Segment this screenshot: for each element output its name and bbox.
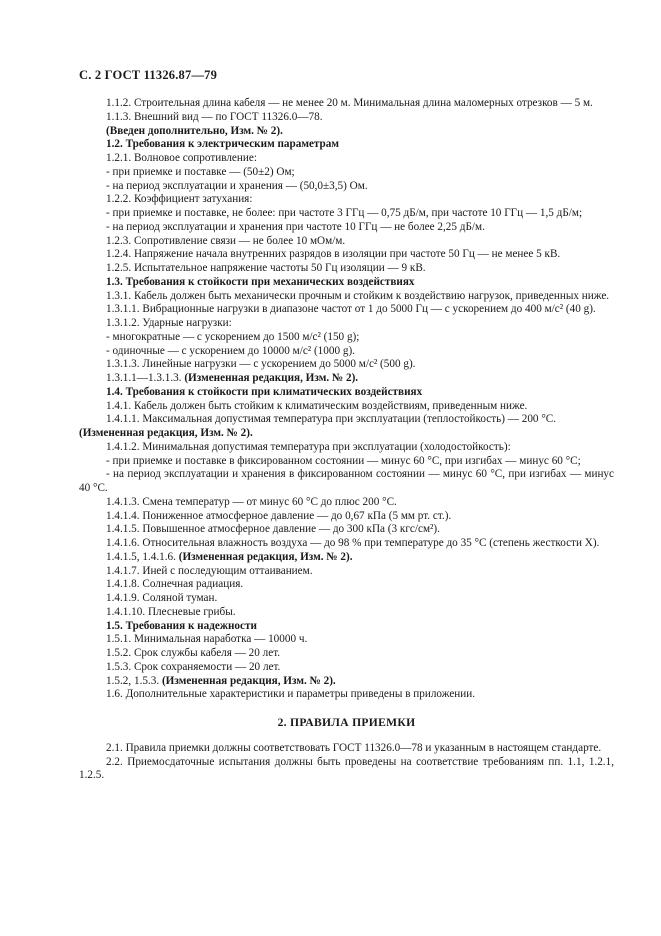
paragraph-1-5-2: 1.5.2. Срок службы кабеля — 20 лет. <box>106 647 281 659</box>
paragraph-1-4-1-10: 1.4.1.10. Плесневые грибы. <box>106 605 236 618</box>
list-item: - при приемке и поставке в фиксированном состоянии — минус 60 °С, при изгибах — минус 60 °С; <box>106 454 581 467</box>
paragraph-2-2: 2.2. Приемосдаточные испытания должны быть проведены на соответствие требованиям пп. 1.1, 1.2.1, 1.2.5. <box>79 755 614 782</box>
paragraph-1-4-1-6: 1.4.1.6. Относительная влажность воздуха — до 98 % при температуре до 35 °С (степень жесткости X). <box>106 537 600 549</box>
paragraph-1-4-1-5: 1.4.1.5. Повышенное атмосферное давление — до 300 кПа (3 кгс/см²). <box>106 523 440 536</box>
paragraph-1-4-1: 1.4.1. Кабель должен быть стойким к климатическим воздействиям, приведенным ниже. <box>106 399 528 412</box>
amendment-note: (Измененная редакция, Изм. № 2). <box>161 674 336 687</box>
paragraph-1-4-1-4: 1.4.1.4. Пониженное атмосферное давление — до 0,67 кПа (5 мм рт. ст.). <box>106 509 452 522</box>
document-body <box>79 97 614 783</box>
amendment-note: (Измененная редакция, Изм. № 2). <box>79 427 253 439</box>
paragraph-1-4-1-1: 1.4.1.1. Максимальная допустимая температура при эксплуатации (теплостойкость) — 200 °С. <box>106 413 557 426</box>
subsection-heading-1-4: 1.4. Требования к стойкости при климатических воздействиях <box>106 385 423 398</box>
list-item: - при приемке и поставке, не более: при частоте 3 ГГц — 0,75 дБ/м, при частоте 10 ГГц — 1,5 дБ/м; <box>106 207 583 219</box>
list-item: - при приемке и поставке — (50±2) Ом; <box>106 165 295 178</box>
list-item: - на период эксплуатации и хранения при частоте 10 ГГц — не более 2,25 дБ/м. <box>106 220 485 233</box>
paragraph-1-1-2: 1.1.2. Строительная длина кабеля — не менее 20 м. Минимальная длина маломерных отрезков — 5 м. <box>106 97 593 109</box>
paragraph-1-4-1-2: 1.4.1.2. Минимальная допустимая температура при эксплуатации (холодостойкость): <box>106 440 511 453</box>
amendment-ref-line <box>79 551 614 565</box>
list-item: - на период эксплуатации и хранения в фиксированном состоянии — минус 60 °С, при изгибах — минус 40 °С. <box>79 468 614 494</box>
subsection-heading-1-3: 1.3. Требования к стойкости при механических воздействиях <box>106 275 415 288</box>
paragraph-1-3-1-1: 1.3.1.1. Вибрационные нагрузки в диапазоне частот от 1 до 5000 Гц — с ускорением до 400 м/с² (40 g). <box>106 303 596 316</box>
amendment-ref: 1.5.2, 1.5.3. <box>106 674 160 687</box>
paragraph-1-2-3: 1.2.3. Сопротивление связи — не более 10 мОм/м. <box>106 234 346 247</box>
paragraph-1-4-1-9: 1.4.1.9. Соляной туман. <box>106 592 218 604</box>
paragraph-2-1: 2.1. Правила приемки должны соответствовать ГОСТ 11326.0—78 и указанным в настоящем стандарте. <box>106 741 602 754</box>
amendment-note: (Введен дополнительно, Изм. № 2). <box>106 124 283 137</box>
subsection-heading-1-2: 1.2. Требования к электрическим параметрам <box>106 138 339 151</box>
paragraph-1-4-1-3: 1.4.1.3. Смена температур — от минус 60 °С до плюс 200 °С. <box>106 495 397 508</box>
paragraph-1-6: 1.6. Дополнительные характеристики и параметры приведены в приложении. <box>106 688 476 701</box>
paragraph-1-5-3: 1.5.3. Срок сохраняемости — 20 лет. <box>106 660 281 673</box>
paragraph-1-4-1-8: 1.4.1.8. Солнечная радиация. <box>106 578 244 591</box>
paragraph-1-2-5: 1.2.5. Испытательное напряжение частоты 50 Гц изоляции — 9 кВ. <box>106 262 426 274</box>
paragraph-1-3-1-2: 1.3.1.2. Ударные нагрузки: <box>106 317 232 329</box>
list-item: - одиночные — с ускорением до 10000 м/с² (1000 g). <box>106 344 355 357</box>
subsection-heading-1-5: 1.5. Требования к надежности <box>106 619 257 632</box>
paragraph-1-3-1: 1.3.1. Кабель должен быть механически прочным и стойким к воздействию нагрузок, приведенных ниже. <box>106 289 610 302</box>
amendment-note: (Измененная редакция, Изм. № 2). <box>178 550 353 563</box>
paragraph-1-3-1-3: 1.3.1.3. Линейные нагрузки — с ускорением до 5000 м/с² (500 g). <box>106 358 416 371</box>
amendment-ref-line <box>79 372 614 386</box>
paragraph-1-5-1: 1.5.1. Минимальная наработка — 10000 ч. <box>106 633 308 646</box>
page-header: С. 2 ГОСТ 11326.87—79 <box>79 68 218 82</box>
paragraph-1-2-1: 1.2.1. Волновое сопротивление: <box>106 152 257 164</box>
paragraph-1-1-3: 1.1.3. Внешний вид — по ГОСТ 11326.0—78. <box>106 110 323 123</box>
paragraph-1-2-4: 1.2.4. Напряжение начала внутренних разрядов в изоляции при частоте 50 Гц — не менее 5 кВ. <box>106 248 561 261</box>
section-title-2: 2. ПРАВИЛА ПРИЕМКИ <box>277 716 416 729</box>
list-item: - на период эксплуатации и хранения — (50,0±3,5) Ом. <box>106 179 368 192</box>
amendment-ref-line <box>79 675 614 689</box>
amendment-note: (Измененная редакция, Изм. № 2). <box>184 372 359 384</box>
paragraph-1-4-1-7: 1.4.1.7. Иней с последующим оттаиванием. <box>106 564 313 577</box>
list-item: - многократные — с ускорением до 1500 м/с² (150 g); <box>106 330 360 343</box>
amendment-ref: 1.3.1.1—1.3.1.3. <box>106 372 182 384</box>
paragraph-1-2-2: 1.2.2. Коэффициент затухания: <box>106 193 253 206</box>
amendment-ref: 1.4.1.5, 1.4.1.6. <box>106 550 176 563</box>
